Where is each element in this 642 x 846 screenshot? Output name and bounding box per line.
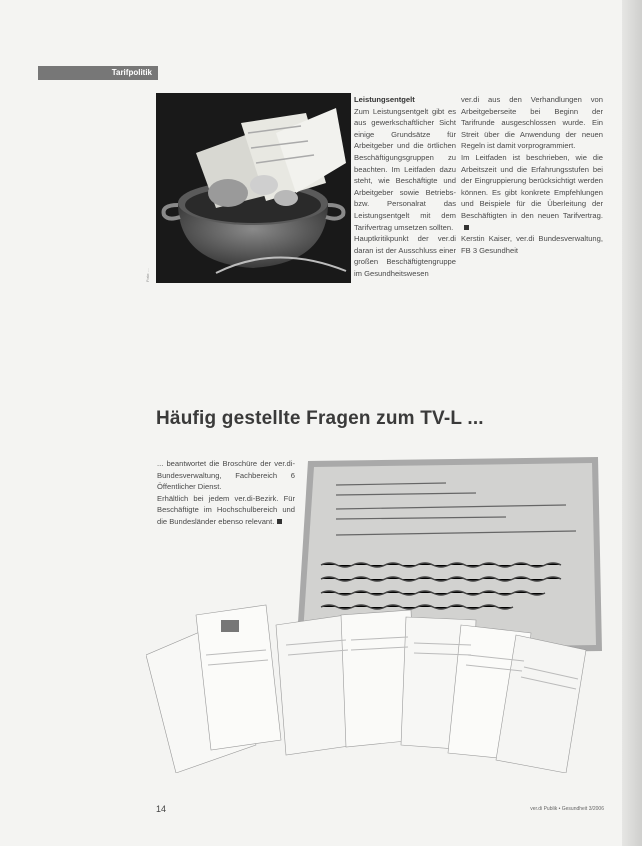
money-pot-illustration: [156, 93, 351, 283]
headline-tv-l: Häufig gestellte Fragen zum TV-L ...: [156, 408, 484, 429]
end-mark-icon: [464, 225, 469, 230]
article-column-middle: [354, 94, 456, 280]
article-paragraph: Im Leitfaden ist beschrieben, wie die Arbeitszeit und die Erfahrungsstufen bei der Eingruppierung berücksichtigt werden können. Es gibt konkrete Empfehlungen und Beispiele für die Überleitung der Beschäftigten in den neuen Tarifvertrag.: [461, 152, 603, 233]
end-mark-icon: [277, 519, 282, 524]
article-column-bottom: [157, 458, 295, 528]
article-paragraph: Hauptkritikpunkt der ver.di daran ist der Ausschluss einer großen Beschäftigtengruppe im Gesundheitswesen: [354, 234, 456, 278]
page-edge-shadow: [622, 0, 642, 846]
footer-magazine-title: ver.di Publik • Gesundheit 3/2006: [530, 806, 604, 812]
article-paragraph: Zum Leistungsentgelt gibt es aus gewerkschaftlicher Sicht einige Grundsätze für Arbeitgeber und die örtlichen Beschäftigungsgruppen zu beachten. Im Leitfaden dazu steht, wie Beschäftigte und Arbeitgeber sowie Betriebs- bzw. Personalrat das Leistungsentgelt mit dem Tarifvertrag umsetzen sollten.: [354, 106, 456, 232]
photo-credit: Foto: ...: [145, 268, 150, 282]
page-number: 14: [156, 804, 167, 814]
section-tag: Tarifpolitik: [38, 66, 158, 80]
photo-money-pot: [156, 93, 351, 283]
subheading-leistungsentgelt: Leistungsentgelt: [354, 95, 415, 104]
author-line: Kerstin Kaiser, ver.di Bundesverwaltung, FB 3 Gesundheit: [461, 234, 603, 255]
article-paragraph: ... beantwortet die Broschüre der ver.di-Bundesverwaltung, Fachbereich 6 Öffentlicher Dienst.: [157, 459, 295, 492]
article-paragraph: ver.di aus den Verhandlungen von Arbeitgeberseite bei Beginn der Tarifrunde ausgeschlossen wurde. Ein Streit über die Anwendung der neuen Regeln ist damit vorprogrammiert.: [461, 95, 603, 151]
article-column-right: [461, 94, 603, 256]
article-paragraph: Erhältlich bei jedem ver.di-Bezirk. Für Beschäftigte im Hochschulbereich und die Bundesländer ebenso relevant.: [157, 493, 295, 526]
